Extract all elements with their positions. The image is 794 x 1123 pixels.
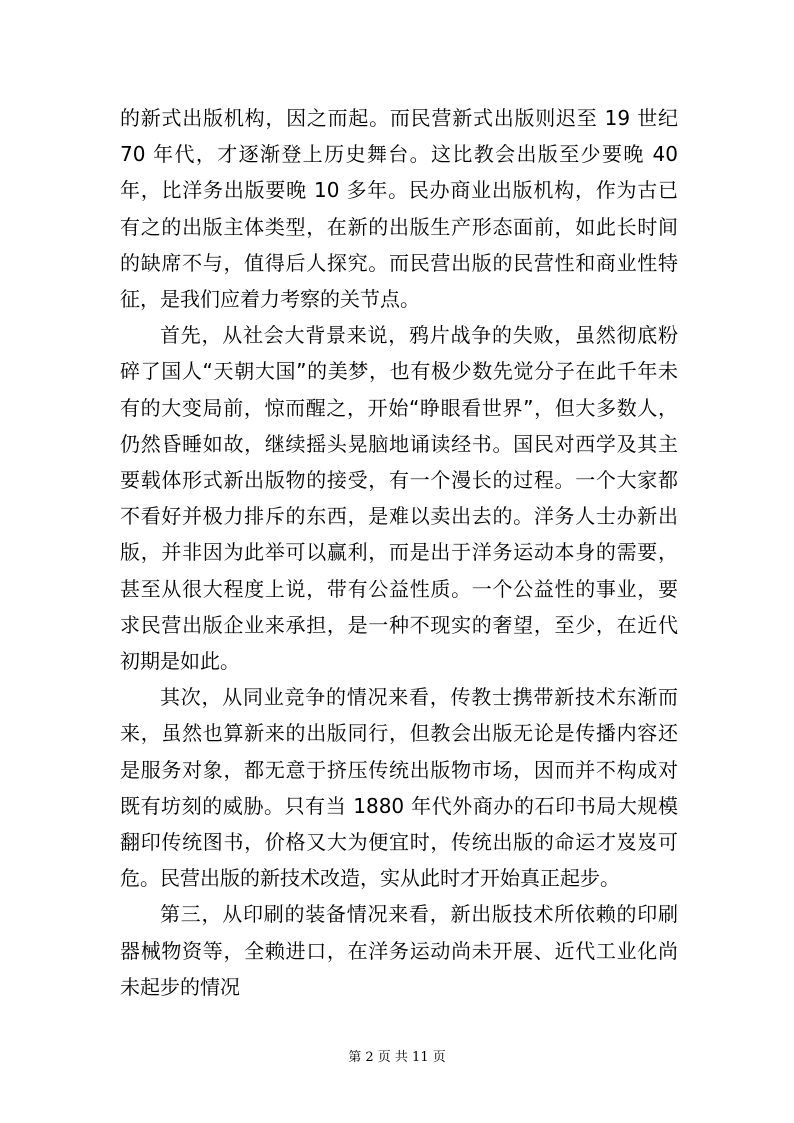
- paragraph-continuation: 的新式出版机构，因之而起。而民营新式出版则迟至 19 世纪 70 年代，才逐渐登上历史舞台。这比教会出版至少要晚 40 年，比洋务出版要晚 10 多年。民办商业出版机构，作为古已有之的出版主体类型，在新的出版生产形态面前，如此长时间的缺席不与，值得后人探究。而民营出版的民营性和商业性特征，是我们应着力考察的关节点。: [120, 106, 678, 312]
- paragraph-equipment: 第三，从印刷的装备情况来看，新出版技术所依赖的印刷器械物资等，全赖进口，在洋务运动尚未开展、近代工业化尚未起步的情况: [120, 902, 678, 999]
- document-body: [120, 100, 678, 1005]
- paragraph-competition: 其次，从同业竞争的情况来看，传教士携带新技术东渐而来，虽然也算新来的出版同行，但教会出版无论是传播内容还是服务对象，都无意于挤压传统出版物市场，因而并不构成对既有坊刻的威胁。只有当 1880 年代外商办的石印书局大规模翻印传统图书，价格又大为便宜时，传统出版的命运才岌岌可危。民营出版的新技术改造，实从此时才开始真正起步。: [120, 685, 678, 891]
- page-footer: [0, 1050, 794, 1066]
- paragraph-social-background: 首先，从社会大背景来说，鸦片战争的失败，虽然彻底粉碎了国人“天朝大国”的美梦，也有极少数先觉分子在此千年未有的大变局前，惊而醒之，开始“睁眼看世界”，但大多数人，仍然昏睡如故，继续摇头晃脑地诵读经书。国民对西学及其主要载体形式新出版物的接受，有一个漫长的过程。一个大家都不看好并极力排斥的东西，是难以卖出去的。洋务人士办新出版，并非因为此举可以赢利，而是出于洋务运动本身的需要，甚至从很大程度上说，带有公益性质。一个公益性的事业，要求民营出版企业来承担，是一种不现实的奢望，至少，在近代初期是如此。: [120, 323, 678, 674]
- page-number: 第 2 页 共 11 页: [348, 1050, 446, 1065]
